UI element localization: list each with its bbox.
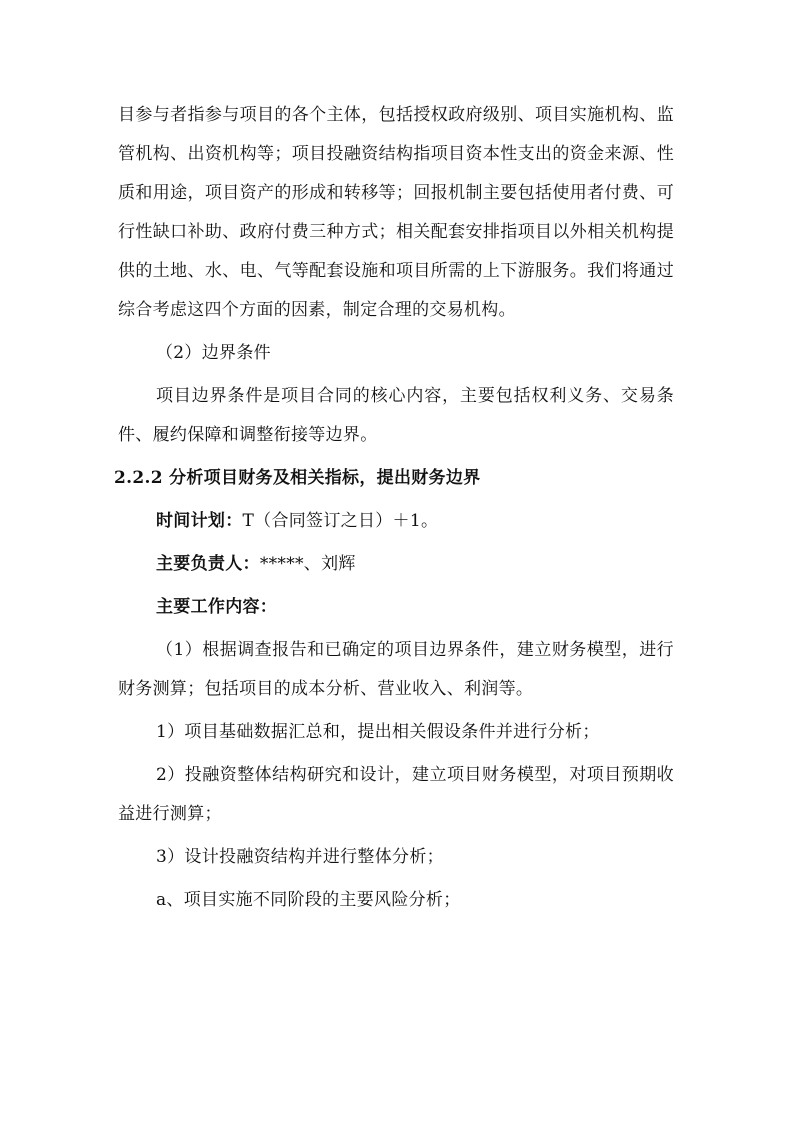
time-plan-line [118, 502, 674, 541]
owner-line [118, 545, 674, 584]
work-item-1-2: 2）投融资整体结构研究和设计，建立项目财务模型，对项目预期收益进行测算； [118, 765, 674, 824]
document-body [114, 96, 674, 920]
work-item-1: （1）根据调查报告和已确定的项目边界条件，建立财务模型，进行财务测算；包括项目的成本分析、营业收入、利润等。 [118, 640, 674, 699]
time-plan-value: T（合同签订之日）＋1。 [242, 511, 439, 531]
time-plan-label: 时间计划： [156, 511, 243, 531]
section-heading-2-2-2: 2.2.2 分析项目财务及相关指标，提出财务边界 [114, 468, 481, 488]
owner-value: *****、刘辉 [259, 554, 356, 574]
work-item-a: a、项目实施不同阶段的主要风险分析； [156, 890, 461, 910]
subheading-boundary-conditions: （2）边界条件 [156, 343, 271, 363]
work-item-1-1: 1）项目基础数据汇总和，提出相关假设条件并进行分析； [156, 722, 600, 742]
paragraph-participants: 目参与者指参与项目的各个主体，包括授权政府级别、项目实施机构、监管机构、出资机构等；项目投融资结构指项目资本性支出的资金来源、性质和用途，项目资产的形成和转移等；回报机制主要包括使用者付费、可行性缺口补助、政府付费三种方式；相关配套安排指项目以外相关机构提供的土地、水、电、气等配套设施和项目所需的上下游服务。我们将通过综合考虑这四个方面的因素，制定合理的交易机构。 [118, 105, 674, 320]
work-item-1-3: 3）设计投融资结构并进行整体分析； [156, 847, 444, 867]
owner-label: 主要负责人： [156, 554, 260, 574]
paragraph-boundary-conditions: 项目边界条件是项目合同的核心内容，主要包括权利义务、交易条件、履约保障和调整衔接等边界。 [118, 386, 674, 445]
work-content-label: 主要工作内容： [156, 597, 278, 617]
